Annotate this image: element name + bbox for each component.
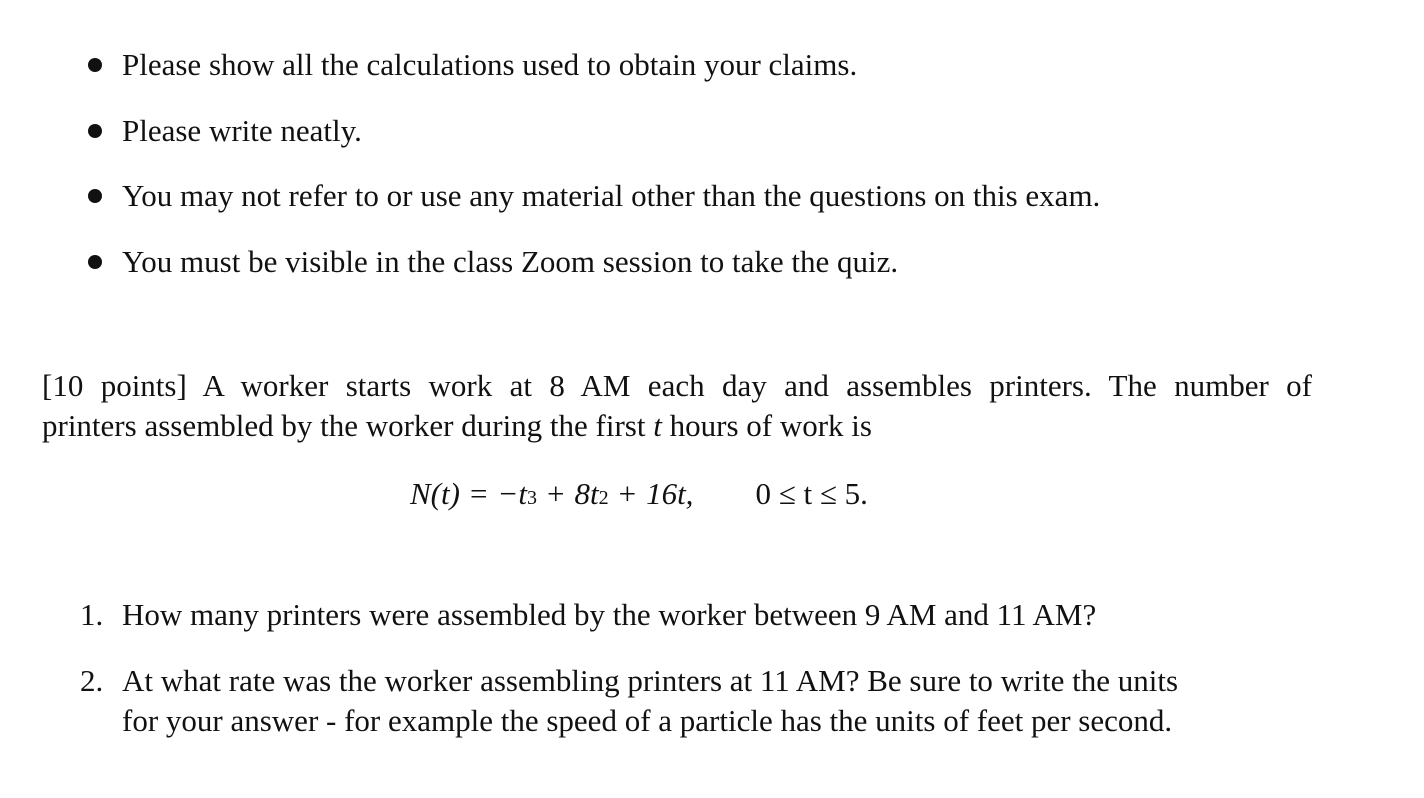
question-text-line: How many printers were assembled by the worker between 9 AM and 11 AM? — [122, 597, 1097, 632]
formula-plus-1: + — [546, 476, 565, 511]
question-text-line: for your answer - for example the speed of a particle has the units of feet per second. — [122, 703, 1173, 738]
instruction-text: You may not refer to or use any material other than the questions on this exam. — [122, 178, 1101, 213]
problem-intro-line-2a: printers assembled by the worker during the first — [42, 408, 646, 443]
instruction-item-calculations — [88, 45, 857, 85]
formula-n-of-t: N(t) = −t 3 + 8t 2 + 16t, 0 ≤ t ≤ 5. — [410, 476, 868, 511]
formula-equals: = — [469, 476, 488, 511]
instruction-text: Please write neatly. — [122, 113, 362, 148]
formula-domain: 0 ≤ t ≤ 5. — [755, 476, 868, 511]
instruction-item-neatly — [88, 111, 362, 151]
bullet-icon — [88, 124, 102, 138]
bullet-icon — [88, 189, 102, 203]
bullet-icon — [88, 255, 102, 269]
instruction-item-zoom — [88, 242, 898, 282]
formula-lhs: N(t) — [410, 476, 460, 511]
question-text-line: At what rate was the worker assembling printers at 11 AM? Be sure to write the units — [122, 663, 1179, 698]
formula-plus-2: + — [618, 476, 637, 511]
problem-statement — [42, 366, 1312, 446]
question-1 — [80, 595, 1310, 635]
variable-t: t — [653, 408, 662, 443]
question-body — [122, 595, 1310, 635]
bullet-icon — [88, 58, 102, 72]
question-2 — [80, 661, 1310, 741]
instruction-item-materials — [88, 176, 1100, 216]
problem-intro-line-1: A worker starts work at 8 AM each day and assembles printers. The number of — [202, 368, 1312, 403]
formula-term-3: 16t, — [646, 476, 694, 511]
points-label: [10 points] — [42, 368, 187, 403]
instruction-text: You must be visible in the class Zoom session to take the quiz. — [122, 244, 899, 279]
problem-intro-line-2b: hours of work is — [669, 408, 872, 443]
problem-line-1 — [42, 366, 1312, 406]
instruction-text: Please show all the calculations used to obtain your claims. — [122, 47, 858, 82]
formula-term-2: 8t — [574, 476, 599, 511]
formula-term-1: −t — [497, 476, 527, 511]
question-number: 1. — [80, 597, 104, 632]
problem-line-2 — [42, 406, 1312, 446]
question-body — [122, 661, 1310, 741]
question-number: 2. — [80, 663, 104, 698]
